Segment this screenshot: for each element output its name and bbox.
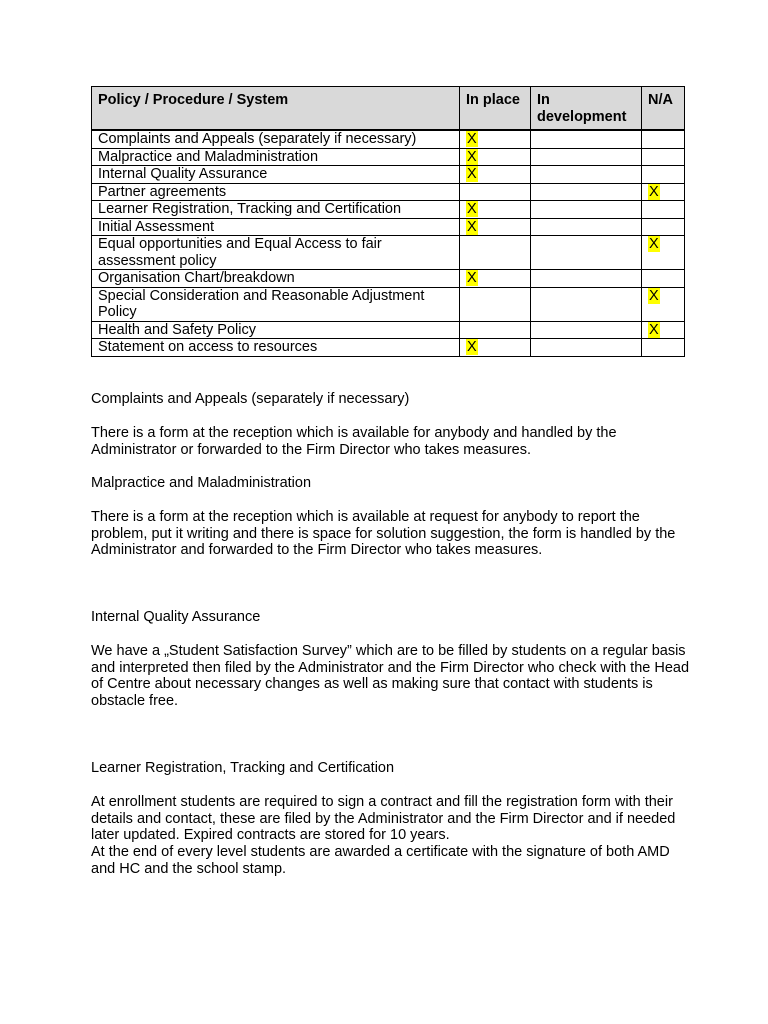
row-item: Malpractice and Maladministration (92, 148, 460, 166)
cell-in-place (460, 201, 531, 219)
row-item: Complaints and Appeals (separately if necessary) (92, 130, 460, 148)
section-heading: Malpractice and Maladministration (91, 475, 312, 491)
row-item: Internal Quality Assurance (92, 166, 460, 184)
cell-in-development (531, 130, 642, 148)
cell-na (642, 321, 685, 339)
cell-na (642, 148, 685, 166)
cell-na (642, 339, 685, 357)
section-body-continued: At the end of every level students are awarded a certificate with the signature of both AMD and HC and the school stamp. (91, 844, 670, 877)
cell-na (642, 236, 685, 270)
cell-na (642, 218, 685, 236)
cell-in-development (531, 236, 642, 270)
cell-in-place (460, 339, 531, 357)
check-mark: X (649, 236, 659, 252)
table-row (92, 287, 685, 321)
check-mark: X (649, 183, 659, 200)
cell-in-development (531, 270, 642, 288)
check-mark: X (467, 166, 477, 182)
table-header-row (92, 87, 685, 131)
table-row (92, 201, 685, 219)
policy-status-table (91, 86, 685, 357)
cell-in-development (531, 287, 642, 321)
check-mark: X (467, 201, 477, 217)
section-heading: Complaints and Appeals (separately if necessary) (91, 391, 410, 407)
section-heading: Internal Quality Assurance (91, 609, 261, 625)
cell-na (642, 183, 685, 201)
cell-na (642, 270, 685, 288)
table-row (92, 148, 685, 166)
cell-in-place (460, 130, 531, 148)
check-mark: X (467, 218, 477, 235)
section-body: At enrollment students are required to sign a contract and fill the registration form with their details and contact, these are filed by the Administrator and the Firm Director and if needed later updated. Expired contracts are stored for 10 years. (91, 793, 676, 844)
cell-na (642, 287, 685, 321)
section-body: We have a „Student Satisfaction Survey” which are to be filled by students on a regular basis and interpreted then filed by the Administrator and the Firm Director who check with the Head of Centre about necessary changes as well as making sure that contact with students is obstacle free. (91, 642, 690, 710)
row-item: Special Consideration and Reasonable Adjustment Policy (92, 287, 460, 321)
row-item: Equal opportunities and Equal Access to fair assessment policy (92, 236, 460, 270)
check-mark: X (649, 321, 659, 338)
row-item: Health and Safety Policy (92, 321, 460, 339)
header-in-development: In development (531, 87, 642, 131)
cell-in-place (460, 183, 531, 201)
cell-in-development (531, 183, 642, 201)
section-heading: Learner Registration, Tracking and Certification (91, 760, 395, 776)
row-item: Learner Registration, Tracking and Certification (92, 201, 460, 219)
check-mark: X (649, 287, 659, 304)
cell-in-place (460, 236, 531, 270)
section-body: There is a form at the reception which is available at request for anybody to report the problem, put it writing and there is space for solution suggestion, the form is handled by the Administrator and forwarded to the Firm Director who takes measures. (91, 508, 676, 559)
table-row (92, 236, 685, 270)
check-mark: X (467, 270, 477, 286)
cell-in-development (531, 218, 642, 236)
cell-in-development (531, 321, 642, 339)
table-row (92, 321, 685, 339)
cell-in-place (460, 321, 531, 339)
cell-in-development (531, 148, 642, 166)
check-mark: X (467, 131, 477, 147)
row-item: Partner agreements (92, 183, 460, 201)
check-mark: X (467, 148, 477, 165)
table-row (92, 270, 685, 288)
cell-in-place (460, 218, 531, 236)
section-quality-assurance (91, 609, 691, 710)
cell-in-place (460, 166, 531, 184)
cell-in-place (460, 148, 531, 166)
cell-in-development (531, 201, 642, 219)
table-row (92, 183, 685, 201)
header-in-place: In place (460, 87, 531, 131)
cell-na (642, 201, 685, 219)
table-row (92, 166, 685, 184)
cell-na (642, 166, 685, 184)
section-malpractice (91, 475, 691, 559)
cell-na (642, 130, 685, 148)
table-row (92, 218, 685, 236)
section-body: There is a form at the reception which is available for anybody and handled by the Administrator or forwarded to the Firm Director who takes measures. (91, 424, 617, 458)
header-na: N/A (642, 87, 685, 131)
row-item: Initial Assessment (92, 218, 460, 236)
cell-in-development (531, 166, 642, 184)
cell-in-development (531, 339, 642, 357)
row-item: Organisation Chart/breakdown (92, 270, 460, 288)
check-mark: X (467, 339, 477, 355)
cell-in-place (460, 287, 531, 321)
table-row (92, 130, 685, 148)
header-policy: Policy / Procedure / System (92, 87, 460, 131)
cell-in-place (460, 270, 531, 288)
section-learner-registration (91, 760, 691, 878)
table-row (92, 339, 685, 357)
section-complaints (91, 391, 691, 458)
row-item: Statement on access to resources (92, 339, 460, 357)
